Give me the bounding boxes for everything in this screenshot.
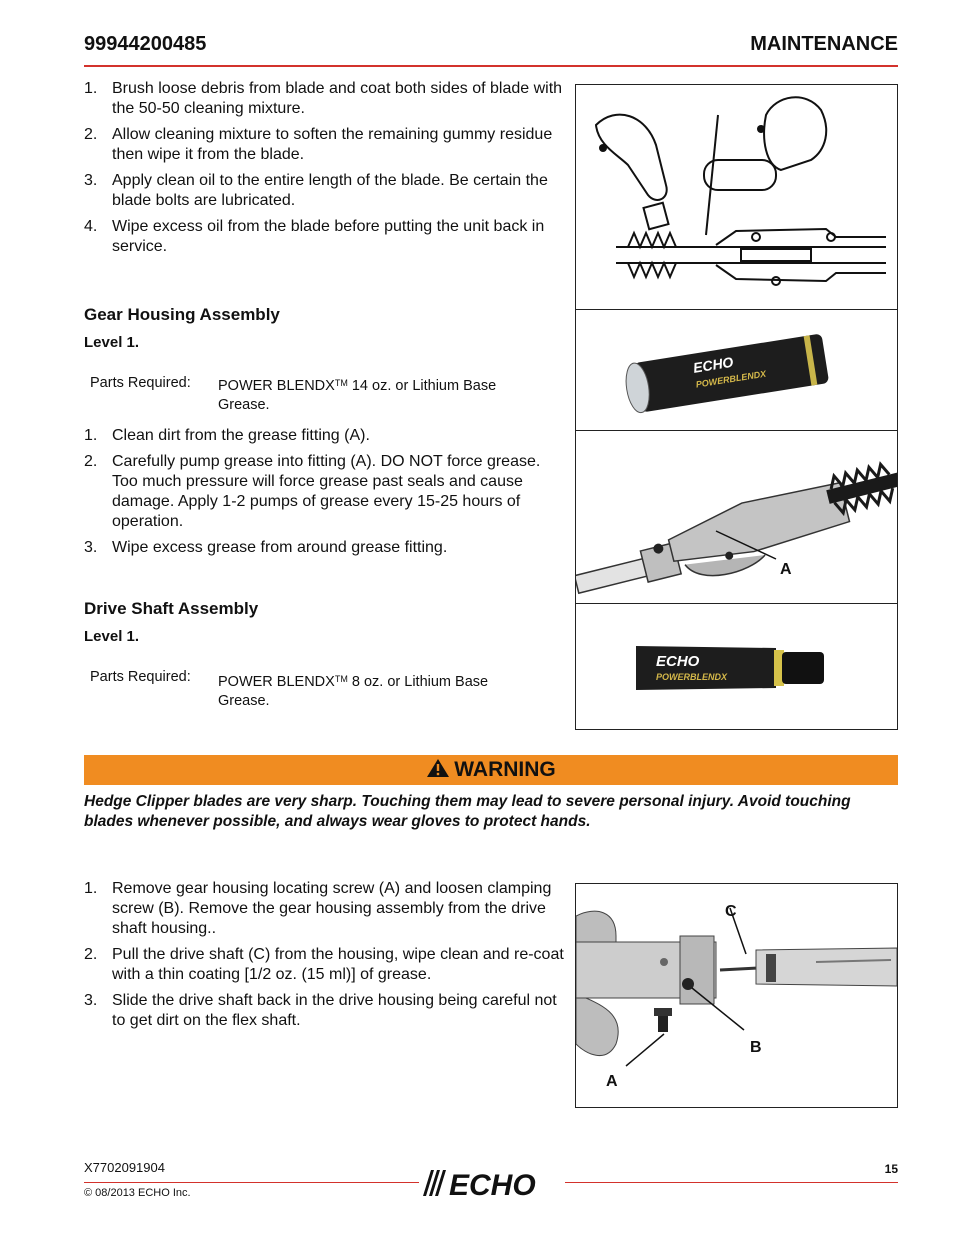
gear-housing-figure bbox=[575, 430, 898, 604]
list-item: 3. Apply clean oil to the entire length of the blade. Be certain the blade bolts are lubricated. bbox=[84, 172, 548, 209]
list-item: 2. Allow cleaning mixture to soften the remaining gummy residue then wipe it from the blade. bbox=[84, 126, 553, 163]
grease-cartridge-illustration bbox=[576, 310, 897, 430]
list-item: 3. Wipe excess grease from around grease fitting. bbox=[84, 539, 448, 556]
blade-cleaning-illustration bbox=[576, 85, 897, 309]
warning-text: Hedge Clipper blades are very sharp. Touching them may lead to severe personal injury. Avoid touching blades whenever possible, and always wear gloves to protect hands. bbox=[84, 793, 851, 830]
footer-code: X7702091904 bbox=[84, 1160, 165, 1175]
callout-c: C bbox=[725, 903, 737, 920]
list-item: 1. Clean dirt from the grease fitting (A). bbox=[84, 427, 370, 444]
header-rule bbox=[84, 65, 898, 67]
gear-section-title: Gear Housing Assembly bbox=[84, 305, 280, 324]
page-number: 15 bbox=[884, 1162, 898, 1176]
parts-value: POWER BLENDX™ 14 oz. or Lithium Base Grease. bbox=[218, 378, 497, 413]
warning-banner bbox=[84, 755, 898, 785]
tube-brand-text: ECHO bbox=[656, 653, 700, 670]
list-item: 2. Carefully pump grease into fitting (A). DO NOT force grease. Too much pressure will force grease past seals and cause damage. Apply 1-2 pumps of grease every 15-25 hours of operation. bbox=[84, 453, 541, 530]
svg-text:ECHO: ECHO bbox=[449, 1169, 536, 1200]
echo-logo-mark bbox=[419, 1164, 565, 1200]
list-item: 1. Remove gear housing locating screw (A) and loosen clamping screw (B). Remove the gear housing assembly from the drive shaft housing.. bbox=[84, 880, 552, 937]
tube-product-text: POWERBLENDX bbox=[656, 672, 728, 682]
list-item: 1. Brush loose debris from blade and coat both sides of blade with the 50-50 cleaning mixture. bbox=[84, 80, 563, 117]
drive-parts-required bbox=[90, 668, 550, 708]
list-item: 4. Wipe excess oil from the blade before putting the unit back in service. bbox=[84, 218, 545, 255]
echo-logo bbox=[419, 1164, 565, 1200]
drive-level: Level 1. bbox=[84, 628, 140, 645]
section-title: MAINTENANCE bbox=[750, 33, 898, 55]
gear-housing-illustration bbox=[576, 431, 897, 603]
gear-parts-required bbox=[90, 374, 550, 414]
drive-shaft-figure bbox=[575, 883, 898, 1108]
footer-copyright: © 08/2013 ECHO Inc. bbox=[84, 1187, 191, 1199]
drive-steps bbox=[84, 879, 566, 1037]
gear-level: Level 1. bbox=[84, 334, 140, 351]
warning-title: WARNING bbox=[454, 758, 556, 781]
cartridge-brand-text: ECHO bbox=[691, 353, 735, 376]
parts-label: Parts Required: bbox=[90, 669, 191, 685]
parts-label: Parts Required: bbox=[90, 375, 191, 391]
blade-cleaning-figure bbox=[575, 84, 898, 310]
cartridge-product-text: POWERBLENDX bbox=[695, 368, 767, 390]
warning-title-row bbox=[84, 758, 898, 782]
warning-triangle-icon bbox=[426, 758, 450, 778]
blade-steps bbox=[84, 79, 564, 263]
grease-tube-figure bbox=[575, 603, 898, 730]
grease-cartridge-figure bbox=[575, 309, 898, 431]
callout-a: A bbox=[606, 1073, 618, 1090]
drive-section-title: Drive Shaft Assembly bbox=[84, 599, 259, 618]
gear-steps bbox=[84, 426, 566, 564]
list-item: 3. Slide the drive shaft back in the drive housing being careful not to get dirt on the flex shaft. bbox=[84, 992, 557, 1029]
document-number: 99944200485 bbox=[84, 33, 207, 55]
parts-value: POWER BLENDX™ 8 oz. or Lithium Base Grease. bbox=[218, 674, 489, 709]
list-item: 2. Pull the drive shaft (C) from the housing, wipe clean and re-coat with a thin coating [1/2 oz. (15 ml)] of grease. bbox=[84, 946, 564, 983]
drive-shaft-illustration bbox=[576, 884, 897, 1107]
callout-a: A bbox=[780, 561, 792, 578]
callout-b: B bbox=[750, 1039, 762, 1056]
grease-tube-illustration bbox=[576, 604, 897, 729]
